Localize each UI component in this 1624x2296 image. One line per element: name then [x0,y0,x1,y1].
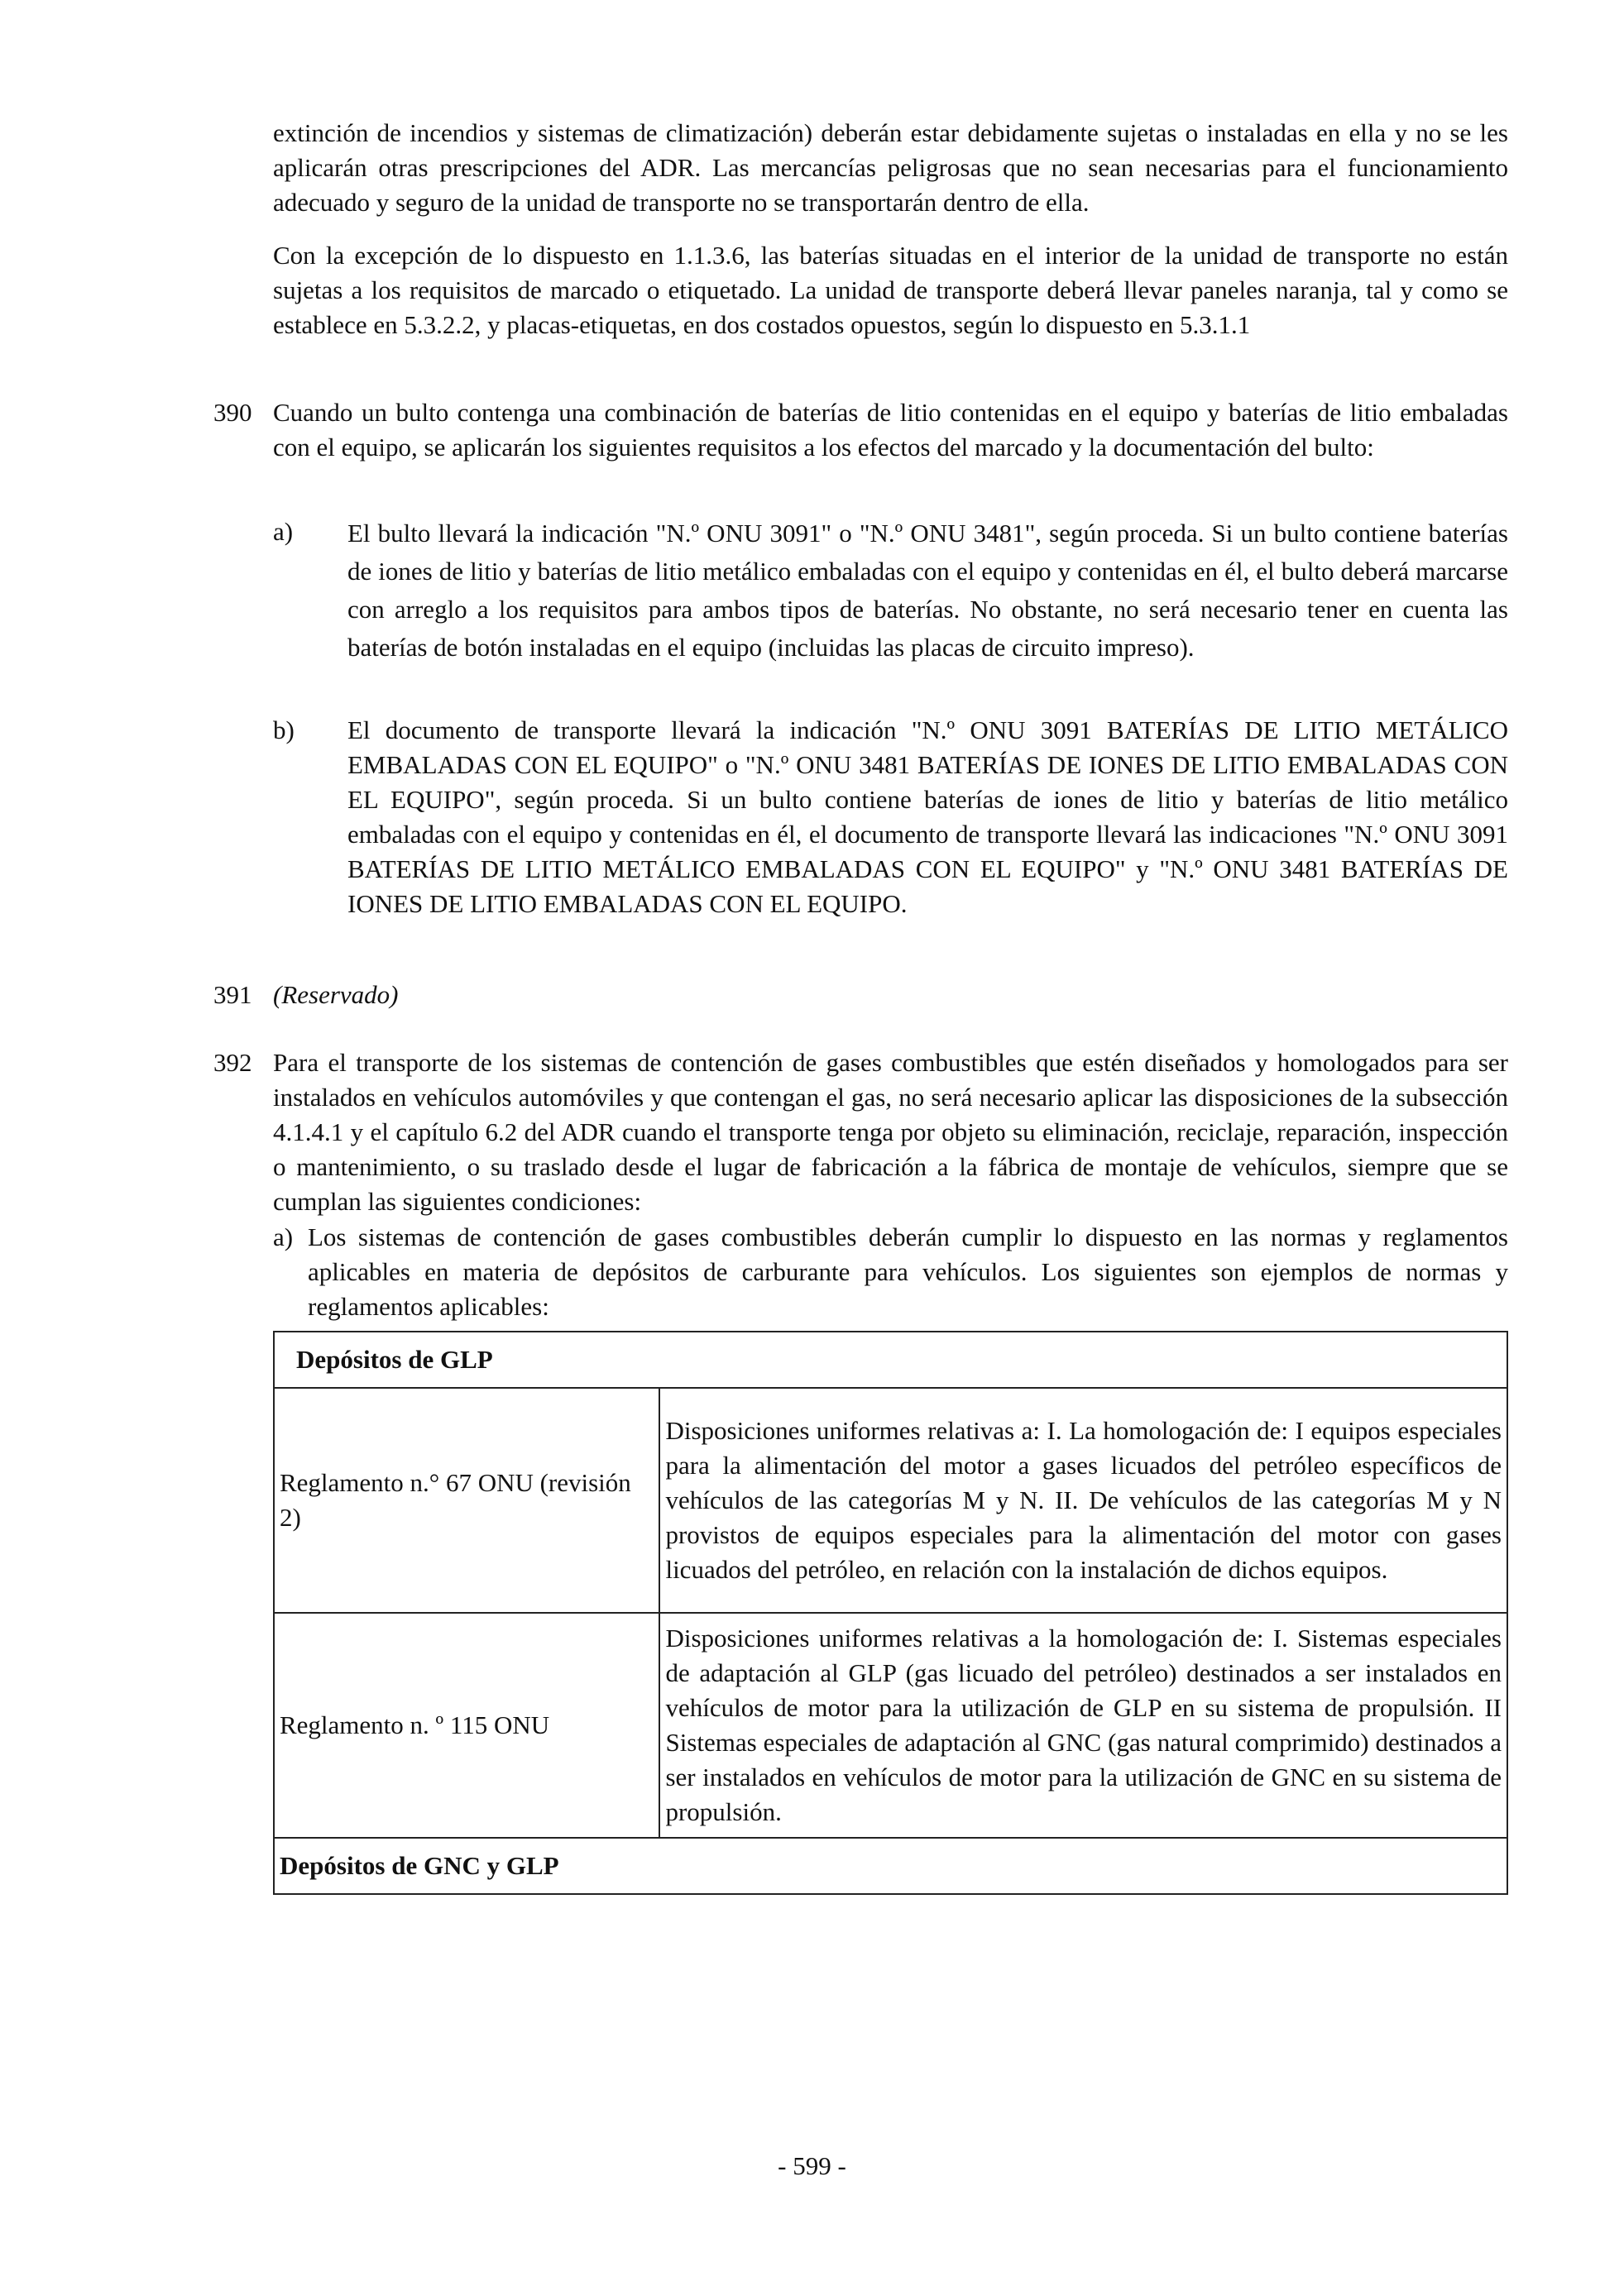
regulation-name: Reglamento n. º 115 ONU [274,1613,659,1838]
table-header-gnc-glp: Depósitos de GNC y GLP [274,1838,1507,1894]
item-392-a-text: Los sistemas de contención de gases combustibles deberán cumplir lo dispuesto en las normas y reglamentos aplicables en materia de depósitos de carburante para vehículos. Los siguientes son ejemplos de normas y reglamentos aplicables: [308,1222,1508,1321]
item-392-a [308,1220,1508,1324]
provision-390-intro-text: Cuando un bulto contenga una combinación de baterías de litio contenidas en el equipo y baterías de litio embaladas con el equipo, se aplicarán los siguientes requisitos a los efectos del marcado y la documentación del bulto: [273,398,1508,462]
provision-392-intro [273,1045,1508,1219]
provision-391-text: (Reservado) [273,980,399,1009]
item-label-390-a: a) [273,517,294,546]
item-390-a-text: El bulto llevará la indicación "N.º ONU 3091" o "N.º ONU 3481", según proceda. Si un bulto contiene baterías de iones de litio y baterías de litio metálico embaladas con el equipo y contenidas en él, el bulto deberá marcarse con arreglo a los requisitos para ambos tipos de baterías. No obstante, no será necesario tener en cuenta las baterías de botón instaladas en el equipo (incluidas las placas de circuito impreso). [347,519,1508,662]
table-row [274,1388,1507,1613]
item-390-a [347,514,1508,667]
regulation-description: Disposiciones uniformes relativas a la homologación de: I. Sistemas especiales de adaptación al GLP (gas licuado del petróleo) destinados a ser instalados en vehículos de motor para la utilización de GLP en su sistema de propulsión. II Sistemas especiales de adaptación al GNC (gas natural comprimido) destinados a ser instalados en vehículos de motor para la utilización de GNC en su sistema de propulsión. [659,1613,1507,1838]
table-header-row [274,1838,1507,1894]
provision-390-intro [273,395,1508,465]
regulation-description: Disposiciones uniformes relativas a: I. La homologación de: I equipos especiales para la alimentación del motor a gases licuados del petróleo específicos de vehículos de las categorías M y N. II. De vehículos de las categorías M y N provistos de equipos especiales para la alimentación del motor con gases licuados del petróleo, en relación con la instalación de dichos equipos. [659,1388,1507,1613]
provision-391 [273,978,1508,1012]
table-header-glp: Depósitos de GLP [274,1332,1507,1388]
provision-number-390: 390 [213,398,252,427]
table-row [274,1613,1507,1838]
exception-text: Con la excepción de lo dispuesto en 1.1.3.6, las baterías situadas en el interior de la unidad de transporte no están sujetas a los requisitos de marcado o etiquetado. La unidad de transporte deberá llevar paneles naranja, tal y como se establece en 5.3.2.2, y placas-etiquetas, en dos costados opuestos, según lo dispuesto en 5.3.1.1 [273,241,1508,339]
page-number: - 599 - [778,2151,846,2180]
provision-number-391: 391 [213,980,252,1009]
continuation-text: extinción de incendios y sistemas de climatización) deberán estar debidamente sujetas o instaladas en ella y no se les aplicarán otras prescripciones del ADR. Las mercancías peligrosas que no sean necesarias para el funcionamiento adecuado y seguro de la unidad de transporte no se transportarán dentro de ella. [273,118,1508,217]
table-header-row [274,1332,1507,1388]
item-390-b-text: El documento de transporte llevará la indicación "N.º ONU 3091 BATERÍAS DE LITIO METÁLICO EMBALADAS CON EL EQUIPO" o "N.º ONU 3481 BATERÍAS DE IONES DE LITIO EMBALADAS CON EL EQUIPO", según proceda. Si un bulto contiene baterías de iones de litio y baterías de litio metálico embaladas con el equipo y contenidas en él, el documento de transporte llevará las indicaciones "N.º ONU 3091 BATERÍAS DE LITIO METÁLICO EMBALADAS CON EL EQUIPO" y "N.º ONU 3481 BATERÍAS DE IONES DE LITIO EMBALADAS CON EL EQUIPO. [347,715,1508,918]
regulations-table [273,1331,1508,1895]
item-label-392-a: a) [273,1222,294,1251]
provision-number-392: 392 [213,1048,252,1077]
paragraph-exception [273,238,1508,342]
item-label-390-b: b) [273,715,295,744]
provision-392-intro-text: Para el transporte de los sistemas de contención de gases combustibles que estén diseñados y homologados para ser instalados en vehículos automóviles y que contengan el gas, no será necesario aplicar las disposiciones de la subsección 4.1.4.1 y el capítulo 6.2 del ADR cuando el transporte tenga por objeto su eliminación, reciclaje, reparación, inspección o mantenimiento, o su traslado desde el lugar de fabricación a la fábrica de montaje de vehículos, siempre que se cumplan las siguientes condiciones: [273,1048,1508,1216]
regulation-name: Reglamento n.° 67 ONU (revisión 2) [274,1388,659,1613]
paragraph-continuation [273,116,1508,220]
item-390-b [347,713,1508,921]
